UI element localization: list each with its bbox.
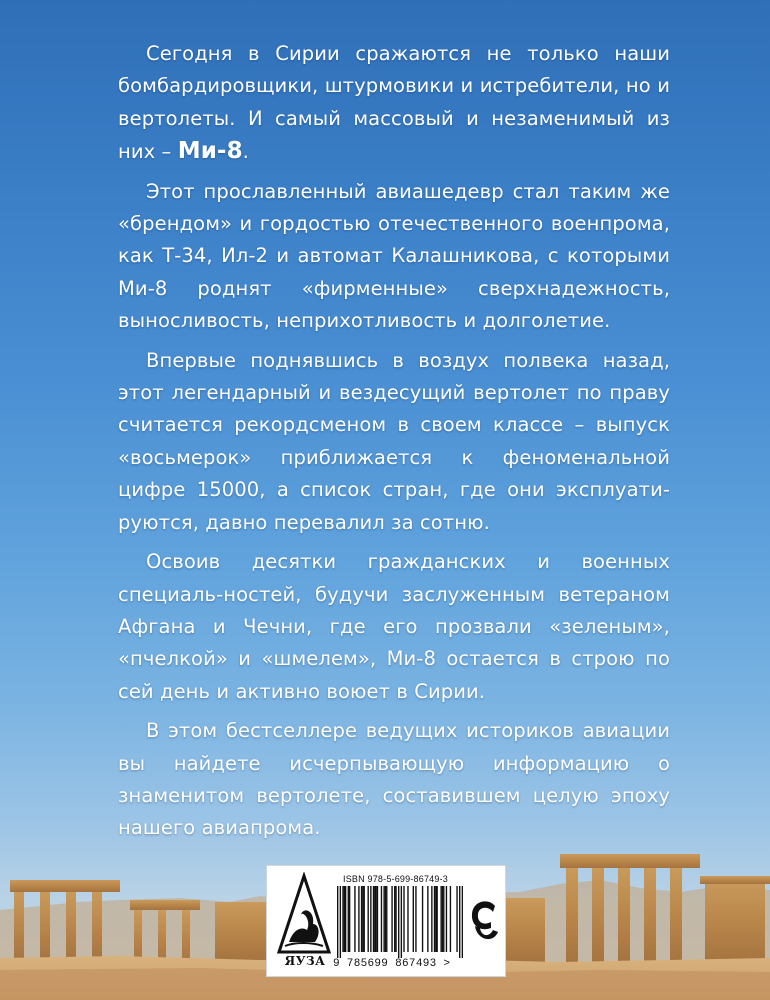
- isbn-barcode: [337, 886, 463, 958]
- barcode-bar: [383, 886, 384, 952]
- barcode-bar: [415, 886, 416, 952]
- barcode-digits: 9 785699 867493 >: [333, 958, 451, 970]
- barcode-bar: [394, 886, 395, 952]
- paragraph-5: [118, 715, 670, 845]
- publisher-name: ЯУЗА: [284, 954, 326, 968]
- barcode-bar: [436, 886, 437, 952]
- barcode-bar: [377, 886, 378, 952]
- barcode-bar: [386, 886, 387, 952]
- barcode-bar: [391, 886, 392, 952]
- barcode-bar: [395, 886, 396, 952]
- barcode-bar: [348, 886, 349, 952]
- barcode-bar: [373, 886, 374, 952]
- paragraph-4: [118, 546, 670, 708]
- paragraph-3: [118, 345, 670, 539]
- barcode-bar: [385, 886, 386, 952]
- barcode-bar: [440, 886, 441, 952]
- paragraph-2: [118, 176, 670, 338]
- paragraph-text: В этом бестселлере ведущих историков авиации вы найдете исчерпывающую информацию о знаменитом вертолете, составившем целую эпоху нашего авиапрома.: [118, 719, 670, 840]
- barcode-bar: [442, 886, 443, 952]
- barcode-bar: [374, 886, 375, 952]
- barcode-bar: [358, 886, 359, 952]
- barcode-bar: [368, 886, 369, 952]
- barcode-bar: [354, 886, 355, 952]
- barcode-bar: [450, 886, 451, 952]
- barcode-bar: [344, 886, 345, 952]
- barcode-bar: [375, 886, 376, 952]
- barcode-bar: [407, 886, 408, 952]
- paragraph-text-end: .: [242, 140, 249, 164]
- barcode-bar: [381, 886, 382, 952]
- barcode-bar: [431, 886, 432, 952]
- barcode-panel: [266, 865, 506, 977]
- barcode-bar: [413, 886, 414, 952]
- barcode-bar: [337, 886, 338, 958]
- paragraph-text: Впервые поднявшись в воздух полвека назад, этот легендарный и вездесущий вертолет по праву считается рекордсменом в своем классе – выпуск «восьмерок» приближается к феноменальной цифре 15000, а список стран, где они эксплуати-руются, давно перевалил за сотню.: [118, 348, 670, 534]
- barcode-bar: [364, 886, 365, 952]
- eksmo-e-logo-icon: [467, 896, 501, 946]
- barcode-bar: [403, 886, 404, 952]
- barcode-bar: [456, 886, 457, 952]
- isbn-label: ISBN 978-5-699-86749-3: [343, 874, 448, 884]
- barcode-bar: [349, 886, 350, 952]
- barcode-bar: [362, 886, 363, 952]
- barcode-bar: [434, 886, 435, 952]
- paragraph-text: Сегодня в Сирии сражаются не только наши бомбардировщики, штурмовики и истребители, но и вертолеты. И самый массовый и незаменимый из них –: [118, 42, 670, 164]
- paragraph-text: Этот прославленный авиашедевр стал таким же «брендом» и гордостью отечественного военпрома, как Т-34, Ил-2 и автомат Калашникова, с которыми Ми-8 роднят «фирменные» сверхнадежность, выносливость, неприхотливость и долголетие.: [118, 179, 670, 333]
- barcode-bar: [462, 886, 463, 958]
- paragraph-text: Освоив десятки гражданских и военных специаль-ностей, будучи заслуженным ветераном Афгана и Чечни, где его прозвали «зеленым», «пчелкой» и «шмелем», Ми-8 остается в строю по сей день и активно воюет в Сирии.: [118, 550, 670, 703]
- barcode-bar: [427, 886, 428, 952]
- barcode-bar: [361, 886, 362, 952]
- barcode-bar: [459, 886, 460, 958]
- barcode-bar: [446, 886, 447, 952]
- barcode-bar: [342, 886, 343, 952]
- paragraph-1: [118, 38, 670, 169]
- barcode-bar: [398, 886, 399, 958]
- barcode-bar: [370, 886, 371, 952]
- barcode-bar: [401, 886, 402, 958]
- helicopter-name-emphasis: Ми-8: [177, 138, 243, 165]
- barcode-bar: [435, 886, 436, 952]
- barcode-bar: [340, 886, 341, 958]
- barcode-bar: [345, 886, 346, 952]
- barcode-bar: [422, 886, 423, 952]
- barcode-bar: [443, 886, 444, 952]
- blurb-text: [118, 38, 670, 852]
